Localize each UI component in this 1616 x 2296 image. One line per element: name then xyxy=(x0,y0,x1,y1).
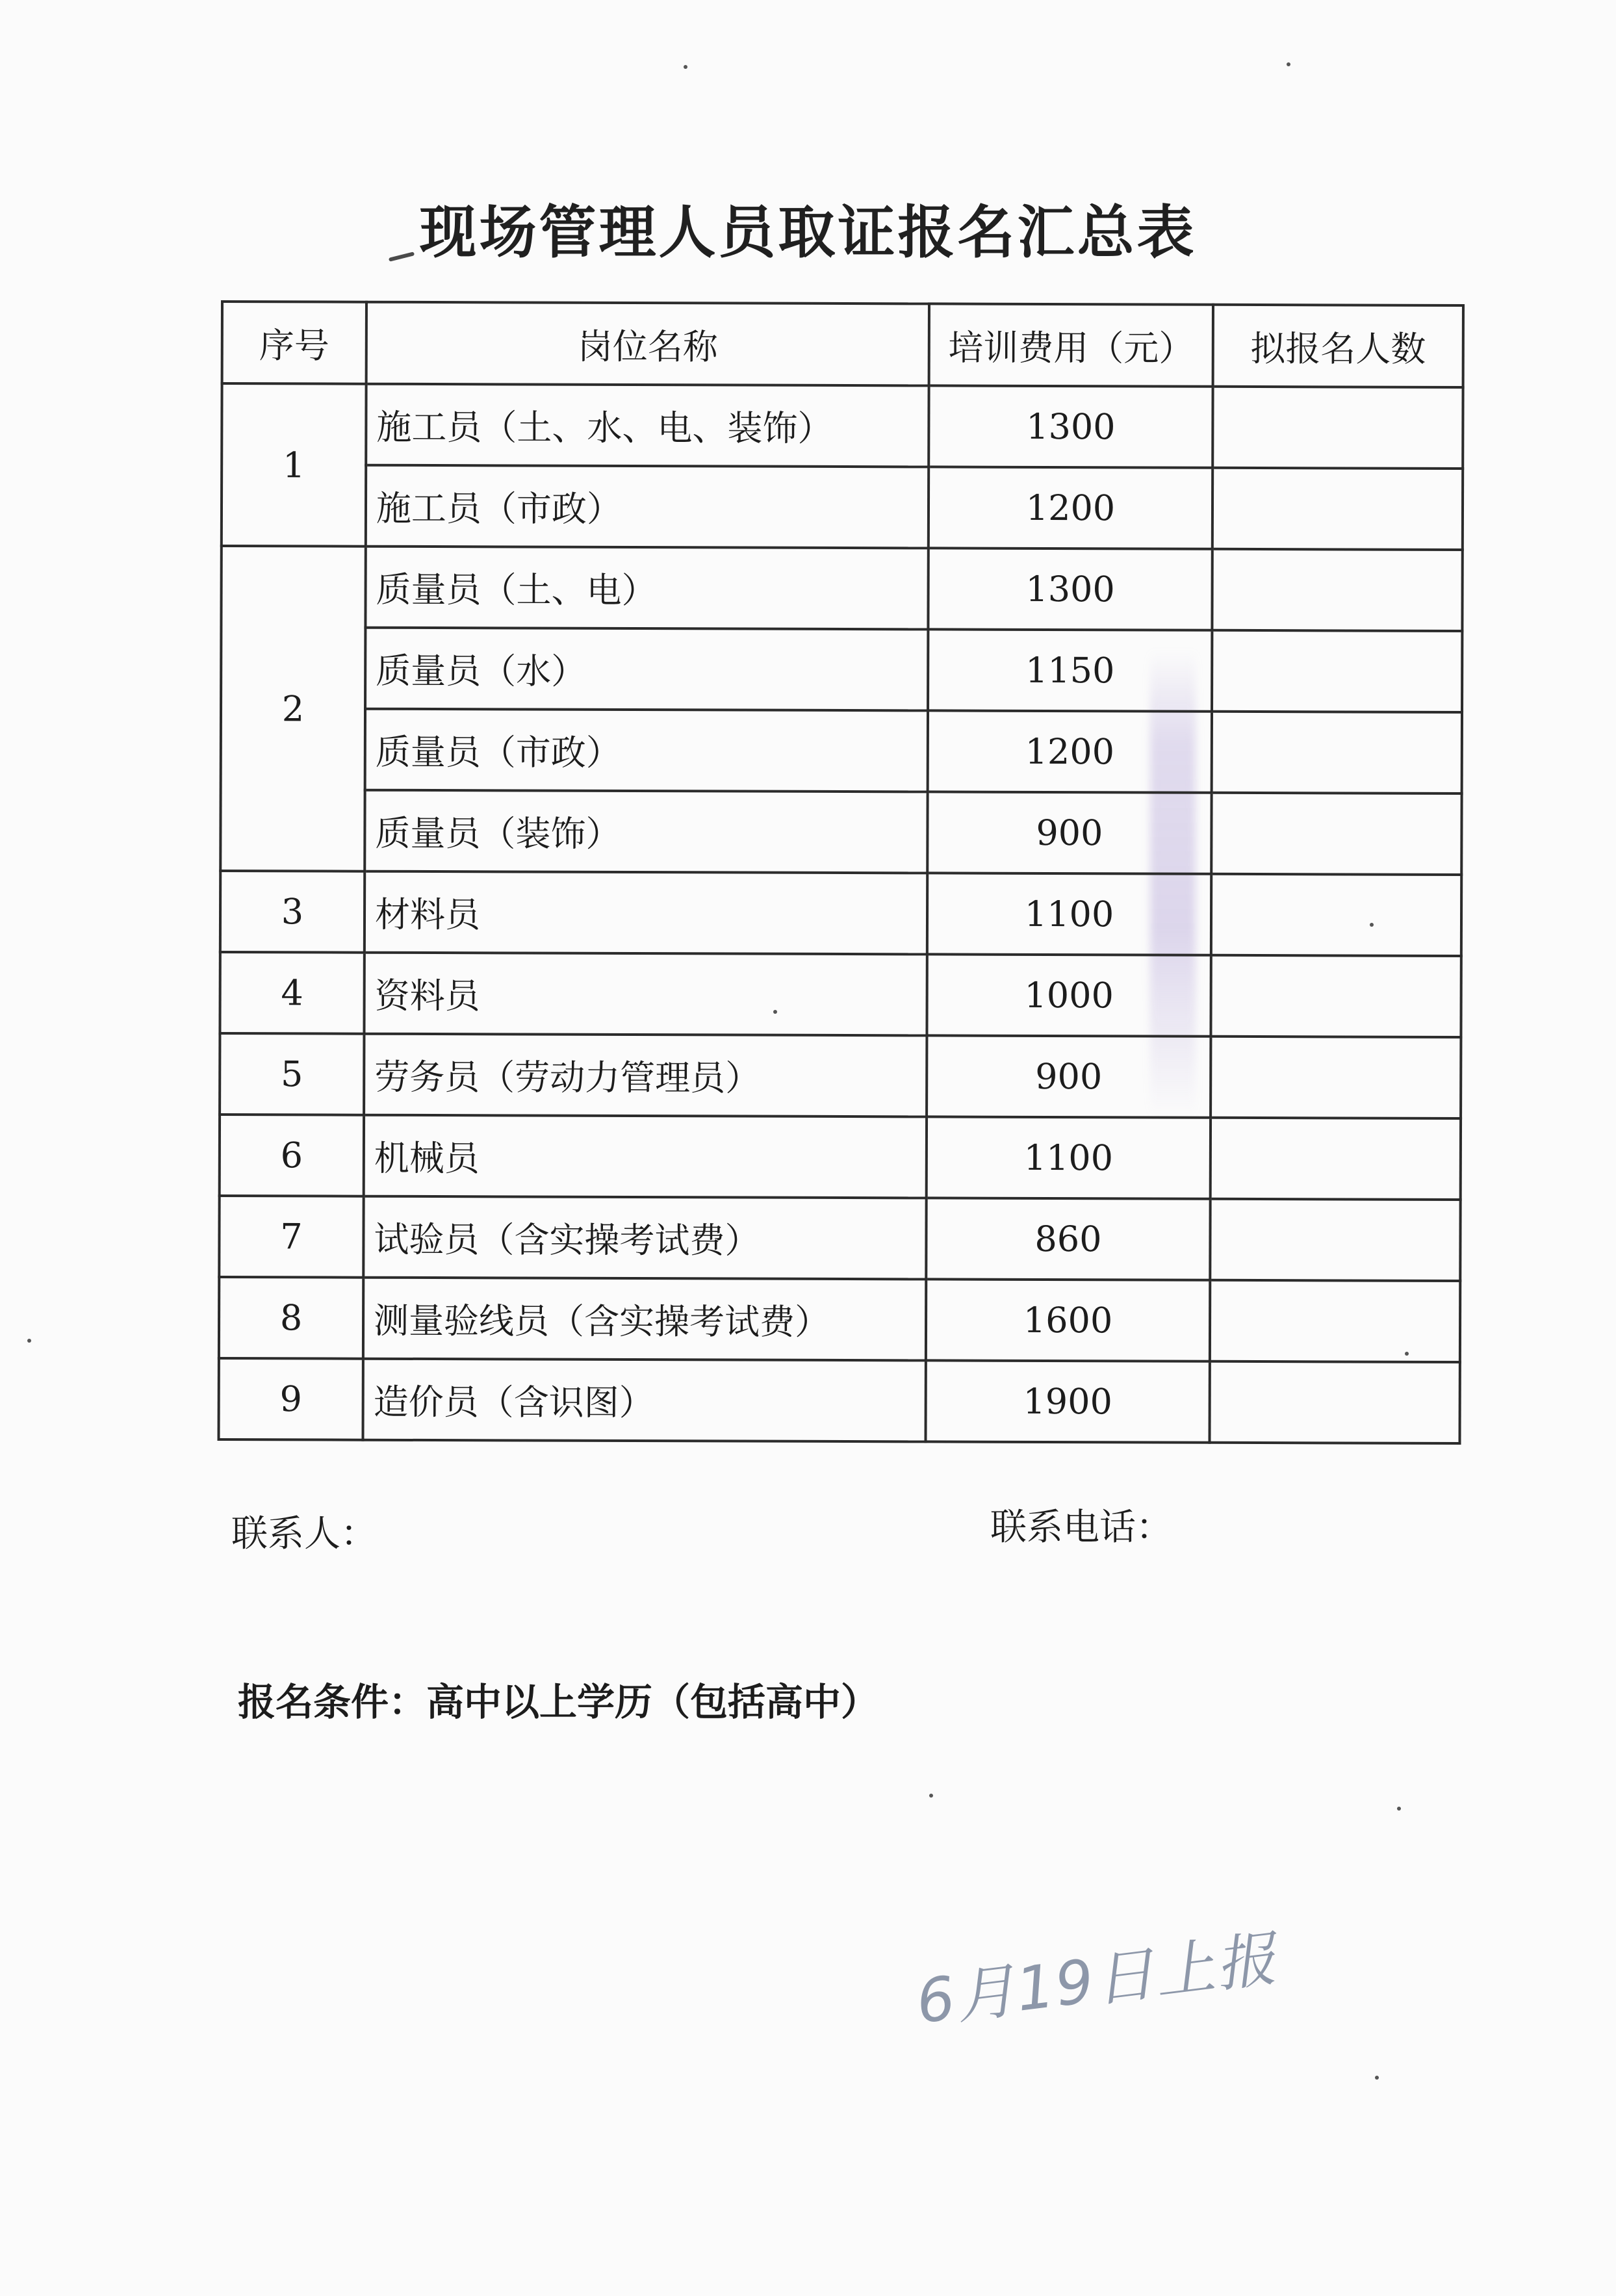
table-row xyxy=(221,627,1462,712)
scan-speck xyxy=(1287,62,1290,66)
scan-speck xyxy=(27,1339,31,1343)
count-cell xyxy=(1210,1199,1460,1281)
position-cell: 测量验线员（含实操考试费） xyxy=(363,1278,926,1361)
fee-cell: 1100 xyxy=(927,873,1211,955)
table-row xyxy=(220,871,1461,956)
header-training-fee: 培训费用（元） xyxy=(929,303,1213,386)
count-cell xyxy=(1211,793,1461,875)
table-row xyxy=(220,1033,1461,1118)
serial-no-cell: 4 xyxy=(220,952,364,1034)
count-cell xyxy=(1211,874,1461,956)
table-row xyxy=(222,465,1463,550)
position-cell: 造价员（含识图） xyxy=(363,1359,925,1442)
fee-cell: 900 xyxy=(927,1035,1211,1117)
handwritten-note: 6月19日上报 xyxy=(912,1924,1281,2037)
table-row xyxy=(222,383,1463,469)
fee-cell: 1100 xyxy=(927,1116,1211,1198)
fee-cell: 1000 xyxy=(927,954,1211,1036)
scan-speck xyxy=(1405,1352,1409,1356)
table-row xyxy=(220,952,1461,1037)
serial-no-cell: 8 xyxy=(219,1277,363,1359)
position-cell: 材料员 xyxy=(365,871,927,955)
serial-no-cell: 2 xyxy=(220,546,366,871)
count-cell xyxy=(1212,712,1462,793)
header-position-name: 岗位名称 xyxy=(366,302,929,386)
document-title: 现场管理人员取证报名汇总表 xyxy=(419,198,1197,266)
position-cell: 资料员 xyxy=(364,953,927,1036)
scan-speck xyxy=(1375,2076,1379,2080)
count-cell xyxy=(1212,387,1463,469)
table-row xyxy=(219,1277,1460,1362)
count-cell xyxy=(1212,630,1462,712)
fee-cell: 1200 xyxy=(928,710,1212,792)
scan-speck xyxy=(684,65,687,69)
scan-speck xyxy=(773,1010,777,1014)
table-row xyxy=(221,546,1462,631)
count-cell xyxy=(1210,1280,1460,1362)
position-cell: 施工员（市政） xyxy=(366,465,929,548)
position-cell: 劳务员（劳动力管理员） xyxy=(364,1034,927,1117)
serial-no-cell: 1 xyxy=(222,383,366,547)
scan-speck xyxy=(929,1794,933,1798)
serial-no-cell: 3 xyxy=(220,871,365,953)
table-header-row xyxy=(222,302,1463,387)
table-row xyxy=(218,1358,1459,1443)
fee-cell: 1300 xyxy=(929,385,1212,467)
count-cell xyxy=(1212,468,1463,550)
count-cell xyxy=(1211,1118,1461,1200)
fee-cell: 1150 xyxy=(928,629,1212,711)
position-cell: 质量员（市政） xyxy=(365,709,928,792)
count-cell xyxy=(1209,1361,1459,1443)
position-cell: 机械员 xyxy=(364,1115,927,1198)
fee-cell: 1200 xyxy=(929,467,1212,548)
scan-speck xyxy=(1397,1807,1401,1811)
serial-no-cell: 6 xyxy=(220,1115,364,1196)
fee-cell: 1900 xyxy=(925,1360,1209,1442)
table-row xyxy=(219,1196,1460,1281)
position-cell: 试验员（含实操考试费） xyxy=(363,1196,926,1280)
registration-table xyxy=(217,300,1465,1445)
fee-cell: 900 xyxy=(927,792,1211,873)
count-cell xyxy=(1211,955,1461,1037)
table-row xyxy=(220,790,1461,875)
contact-phone-label: 联系电话： xyxy=(990,1506,1172,1549)
registration-condition: 报名条件：高中以上学历（包括高中） xyxy=(238,1680,879,1724)
position-cell: 质量员（土、电） xyxy=(365,547,928,630)
position-cell: 施工员（土、水、电、装饰） xyxy=(366,384,929,467)
fee-cell: 1600 xyxy=(926,1279,1210,1361)
scan-speck xyxy=(1370,923,1374,927)
serial-no-cell: 9 xyxy=(218,1358,363,1440)
position-cell: 质量员（装饰） xyxy=(365,790,927,873)
contact-person-label: 联系人： xyxy=(231,1513,377,1555)
serial-no-cell: 7 xyxy=(219,1196,363,1278)
table-row xyxy=(221,708,1462,793)
table-row xyxy=(220,1115,1461,1200)
header-serial-no: 序号 xyxy=(222,302,366,384)
header-applicant-count: 拟报名人数 xyxy=(1213,305,1463,387)
count-cell xyxy=(1211,1037,1461,1118)
serial-no-cell: 5 xyxy=(220,1033,364,1115)
fee-cell: 860 xyxy=(926,1198,1210,1280)
fee-cell: 1300 xyxy=(928,548,1212,630)
position-cell: 质量员（水） xyxy=(365,628,928,711)
count-cell xyxy=(1212,549,1462,631)
